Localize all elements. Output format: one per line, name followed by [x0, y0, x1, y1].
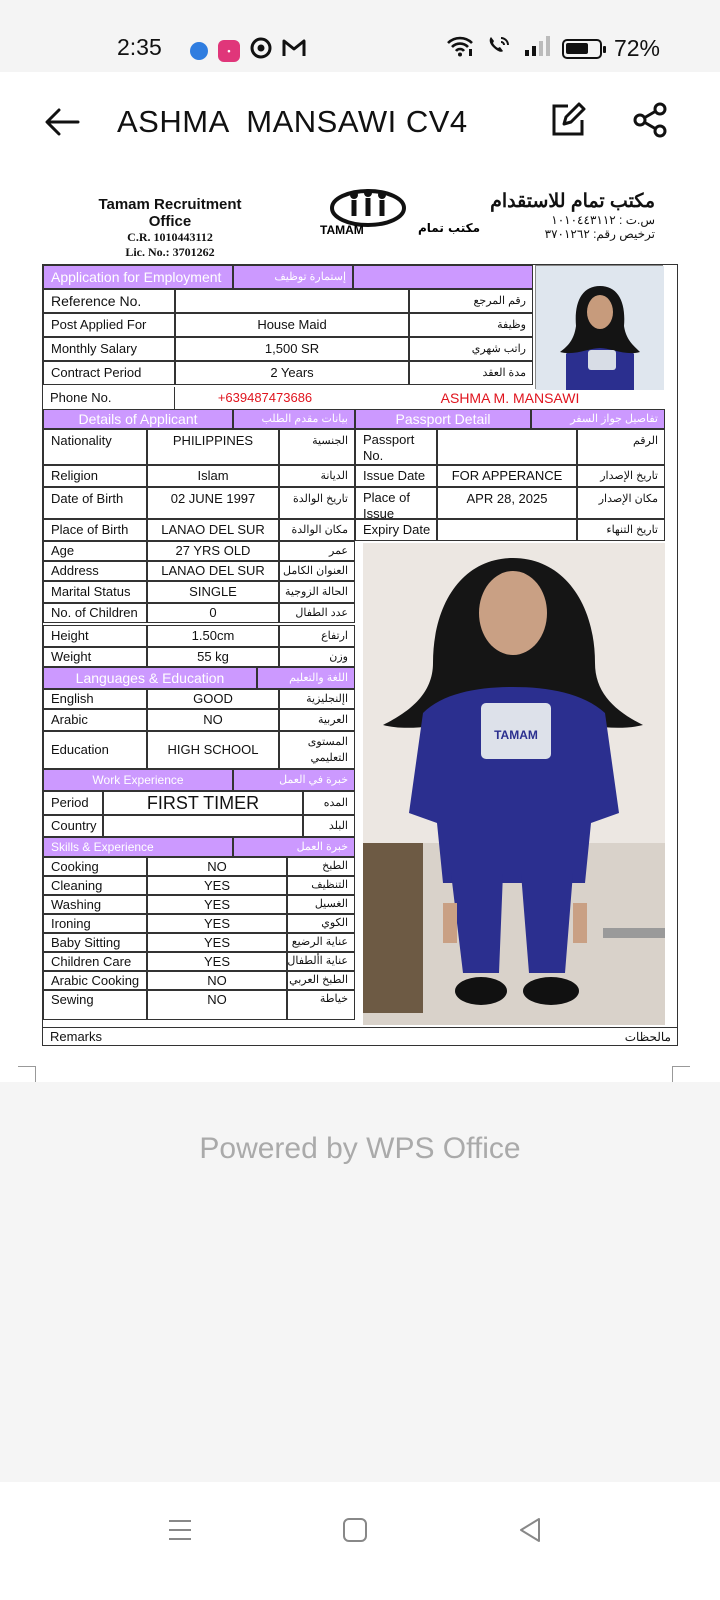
uniform-logo-text: TAMAM [494, 728, 538, 742]
share-button[interactable] [632, 102, 672, 142]
edit-button[interactable] [550, 102, 590, 142]
passport-label: Expiry Date [355, 519, 437, 541]
detail-value: LANAO DEL SUR [147, 519, 279, 541]
edit-icon [550, 102, 586, 138]
detail-label-ar: الديانة [279, 465, 355, 487]
language-label: Education [43, 731, 147, 769]
skill-value: YES [147, 914, 287, 933]
period-value: FIRST TIMER [103, 791, 303, 815]
applicant-photo-full [363, 543, 665, 1025]
detail-value: PHILIPPINES [147, 429, 279, 465]
skill-label-ar: الكوي [287, 914, 355, 933]
office-name-ar: مكتب تمام للاستقدام [490, 191, 655, 212]
gmail-icon [282, 38, 306, 63]
detail-label: Height [43, 625, 147, 647]
wifi-icon [446, 35, 474, 62]
notification-icons [190, 37, 306, 64]
language-label: English [43, 689, 147, 709]
battery-percent: 72% [613, 35, 660, 61]
passport-label-ar: تاريخ الإصدار [577, 465, 665, 487]
recent-apps-button[interactable] [160, 1510, 200, 1550]
back-icon [517, 1517, 543, 1543]
passport-value: APR 28, 2025 [437, 487, 577, 519]
logo-text: TAMAM [320, 223, 364, 237]
detail-label-ar: عدد الطفال [279, 603, 355, 623]
phone-label: Phone No. [43, 387, 175, 409]
work-title: Work Experience [43, 769, 233, 791]
passport-value [437, 429, 577, 465]
document-title: ASHMA MANSAWI CV4 [117, 104, 468, 139]
wifi-calling-icon [486, 34, 512, 63]
detail-value: 55 kg [147, 647, 279, 667]
skill-value: YES [147, 876, 287, 895]
detail-value: 1.50cm [147, 625, 279, 647]
system-status [446, 34, 660, 63]
app-pink-icon: • [218, 40, 240, 62]
passport-value [437, 519, 577, 541]
applicant-name: ASHMA M. MANSAWI [440, 390, 580, 406]
battery-icon [562, 39, 602, 59]
letterhead-arabic [465, 190, 655, 241]
skill-value: YES [147, 895, 287, 914]
skills-title: Skills & Experience [43, 837, 233, 857]
page-corner-left [18, 1066, 36, 1082]
detail-value: 27 YRS OLD [147, 541, 279, 561]
application-title-ar: إستمارة توظيف [233, 265, 353, 289]
detail-label-ar: مكان الوالدة [279, 519, 355, 541]
detail-value: SINGLE [147, 581, 279, 603]
reference-value [175, 289, 409, 313]
remarks-label-ar: مالحظات [343, 1027, 677, 1047]
detail-label: Marital Status [43, 581, 147, 603]
recent-apps-icon [167, 1517, 193, 1543]
skill-label: Washing [43, 895, 147, 914]
reference-label: Reference No. [43, 289, 175, 313]
skill-label-ar: الغسيل [287, 895, 355, 914]
detail-value: 0 [147, 603, 279, 623]
detail-value: 02 JUNE 1997 [147, 487, 279, 519]
home-icon [342, 1517, 368, 1543]
detail-label: Age [43, 541, 147, 561]
detail-label-ar: الحالة الزوجية [279, 581, 355, 603]
salary-value: 1,500 SR [175, 337, 409, 361]
detail-label: No. of Children [43, 603, 147, 623]
employment-form [42, 264, 678, 1046]
skill-label-ar: التنظيف [287, 876, 355, 895]
back-arrow-icon [44, 107, 80, 137]
contract-label: Contract Period [43, 361, 175, 385]
post-label-ar: وظيفة [409, 313, 533, 337]
skill-label-ar: الطبخ العربي [287, 971, 355, 990]
detail-label: Place of Birth [43, 519, 147, 541]
salary-label-ar: راتب شهري [409, 337, 533, 361]
country-value [103, 815, 303, 837]
passport-title: Passport Detail [355, 409, 531, 429]
skill-label: Arabic Cooking [43, 971, 147, 990]
details-title: Details of Applicant [43, 409, 233, 429]
language-value: GOOD [147, 689, 279, 709]
passport-label-ar: الرقم [577, 429, 665, 465]
skills-title-ar: خبرة العمل [233, 837, 355, 857]
status-time: 2:35 [117, 34, 162, 60]
reference-label-ar: رقم المرجع [409, 289, 533, 313]
detail-label: Religion [43, 465, 147, 487]
passport-label: Issue Date [355, 465, 437, 487]
office-name: Tamam Recruitment Office [98, 196, 242, 230]
signal-icon [524, 35, 550, 62]
skill-label: Cleaning [43, 876, 147, 895]
cr-number: C.R. 1010443112 [127, 230, 213, 244]
remarks-label: Remarks [43, 1027, 343, 1047]
work-title-ar: خبرة في العمل [233, 769, 355, 791]
chrome-icon [250, 37, 272, 64]
status-bar [0, 0, 720, 72]
detail-label: Date of Birth [43, 487, 147, 519]
viewer-background [0, 1082, 720, 1482]
country-label-ar: البلد [303, 815, 355, 837]
detail-label-ar: ارتفاع [279, 625, 355, 647]
detail-value: Islam [147, 465, 279, 487]
post-value: House Maid [175, 313, 409, 337]
passport-value: FOR APPERANCE [437, 465, 577, 487]
license-number-ar: ترخيص رقم: ٣٧٠١٢٦٢ [544, 227, 655, 241]
license-number: Lic. No.: 3701262 [125, 245, 215, 259]
period-label-ar: المده [303, 791, 355, 815]
language-value: HIGH SCHOOL [147, 731, 279, 769]
skill-label-ar: خياطة [287, 990, 355, 1020]
passport-label-ar: مكان الإصدار [577, 487, 665, 519]
language-label-ar: العربية [279, 709, 355, 731]
skill-label: Ironing [43, 914, 147, 933]
skill-label-ar: عناية الرضيع [287, 933, 355, 952]
passport-label: Passport No. [355, 429, 437, 465]
detail-label-ar: تاريخ الوالدة [279, 487, 355, 519]
country-label: Country [43, 815, 103, 837]
skill-label: Baby Sitting [43, 933, 147, 952]
skill-label-ar: عناية األطفال [287, 952, 355, 971]
language-label-ar: المستوى التعليمي [279, 731, 355, 769]
passport-label: Place of Issue [355, 487, 437, 519]
languages-title-ar: اللغة والتعليم [257, 667, 355, 689]
skill-label: Sewing [43, 990, 147, 1020]
navigation-bar [0, 1482, 720, 1600]
skill-value: YES [147, 933, 287, 952]
tamam-logo [318, 186, 481, 237]
phone-value: +639487473686 [217, 390, 313, 405]
detail-label-ar: وزن [279, 647, 355, 667]
contract-label-ar: مدة العقد [409, 361, 533, 385]
app-blue-icon [190, 42, 208, 60]
skill-label: Cooking [43, 857, 147, 876]
share-icon [632, 102, 668, 138]
skill-value: YES [147, 952, 287, 971]
logo-text-ar: مكتب تمام [418, 221, 481, 235]
skill-label-ar: الطبخ [287, 857, 355, 876]
period-label: Period [43, 791, 103, 815]
app-bar [0, 72, 720, 172]
detail-label-ar: العنوان الكامل [279, 561, 355, 581]
applicant-photo-small [535, 265, 663, 389]
page-corner-right [672, 1066, 690, 1082]
letterhead-english [80, 196, 260, 260]
powered-by-wps: Powered by WPS Office [199, 1132, 521, 1165]
application-title: Application for Employment [43, 265, 233, 289]
details-title-ar: بيانات مقدم الطلب [233, 409, 355, 429]
document-page[interactable] [0, 172, 720, 1082]
languages-title: Languages & Education [43, 667, 257, 689]
language-value: NO [147, 709, 279, 731]
passport-label-ar: تاريخ التنهاء [577, 519, 665, 541]
language-label: Arabic [43, 709, 147, 731]
detail-label-ar: الجنسية [279, 429, 355, 465]
contract-value: 2 Years [175, 361, 409, 385]
back-button[interactable] [42, 102, 82, 142]
skill-value: NO [147, 857, 287, 876]
home-button[interactable] [335, 1510, 375, 1550]
detail-label: Nationality [43, 429, 147, 465]
skill-value: NO [147, 990, 287, 1020]
detail-label: Address [43, 561, 147, 581]
passport-title-ar: تفاصيل جواز السفر [531, 409, 665, 429]
salary-label: Monthly Salary [43, 337, 175, 361]
system-back-button[interactable] [510, 1510, 550, 1550]
cr-number-ar: س.ت : ١٠١٠٤٤٣١١٢ [551, 213, 655, 227]
detail-label: Weight [43, 647, 147, 667]
skill-value: NO [147, 971, 287, 990]
detail-value: LANAO DEL SUR [147, 561, 279, 581]
language-label-ar: اإلنجليزية [279, 689, 355, 709]
skill-label: Children Care [43, 952, 147, 971]
post-label: Post Applied For [43, 313, 175, 337]
application-header-fill [353, 265, 533, 289]
detail-label-ar: عمر [279, 541, 355, 561]
